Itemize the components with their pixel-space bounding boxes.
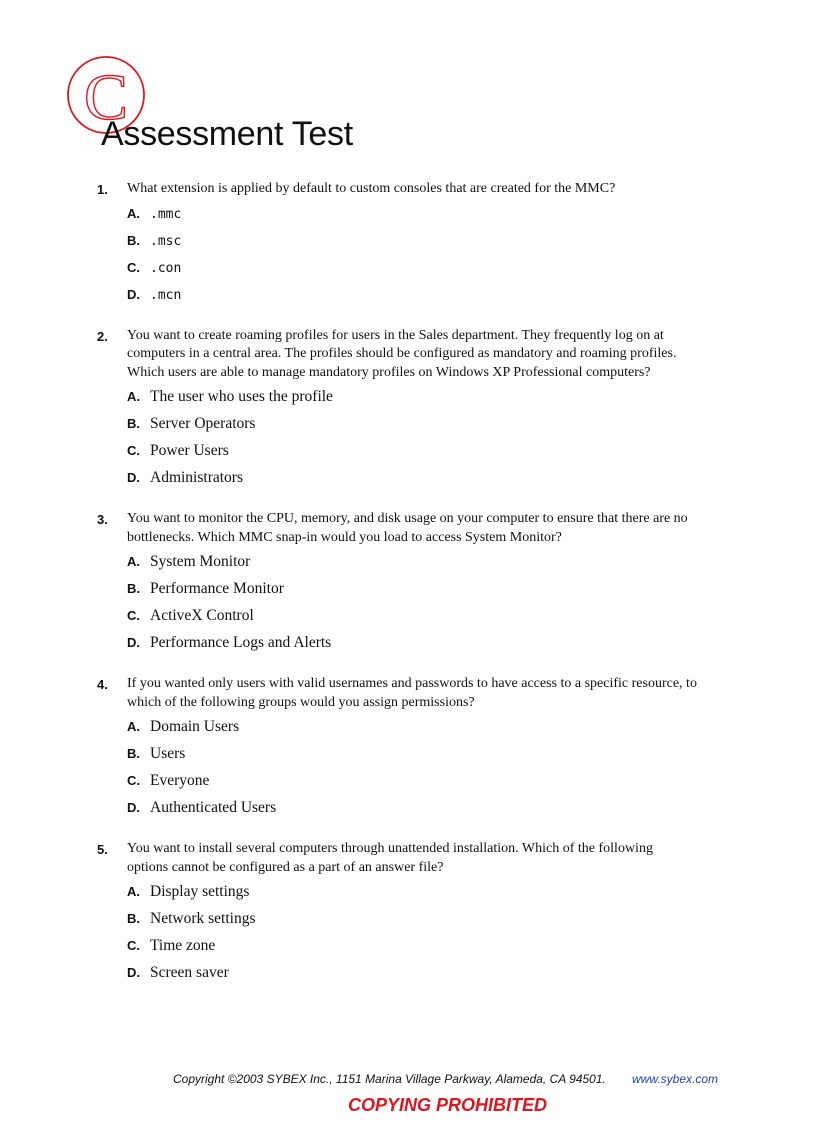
question-text: What extension is applied by default to custom consoles that are created for the MMC? [127,181,616,196]
answer-letter: C. [127,773,140,788]
answer-text: .mcn [150,287,182,303]
answer-option [127,937,697,964]
answer-letter: D. [127,470,140,485]
answer-text: Network settings [150,910,256,927]
answer-letter: D. [127,800,140,815]
question-number: 4. [97,677,108,692]
answer-list [127,553,697,661]
answer-text: Performance Monitor [150,580,284,597]
question-text: You want to create roaming profiles for users in the Sales department. They frequently log on at computers in a central area. The profiles should be configured as mandatory and roaming profiles. Which users are able to manage mandatory profiles on Windows XP Professional computers? [127,327,677,380]
answer-option [127,883,697,910]
answer-option [127,607,697,634]
answer-text: .con [150,260,182,276]
answer-text: Users [150,745,186,762]
answer-text: Screen saver [150,964,229,981]
question-1 [97,180,697,313]
question-5 [97,840,697,991]
answer-text: Everyone [150,772,210,789]
answer-option [127,772,697,799]
answer-letter: C. [127,259,140,275]
answer-option [127,232,697,259]
answer-letter: B. [127,911,140,926]
answer-list [127,718,697,826]
page-title: Assessment Test [101,115,353,153]
answer-option [127,388,697,415]
question-4 [97,675,697,826]
question-number: 3. [97,512,108,527]
answer-option [127,799,697,826]
answer-option [127,745,697,772]
question-number: 1. [97,182,108,197]
answer-text: .mmc [150,206,182,222]
answer-option [127,553,697,580]
answer-text: Server Operators [150,415,256,432]
answer-letter: B. [127,746,140,761]
question-text: You want to monitor the CPU, memory, and disk usage on your computer to ensure that there are no bottlenecks. Which MMC snap-in would you load to access System Monitor? [127,511,688,545]
answer-option [127,634,697,661]
answer-letter: A. [127,205,140,221]
answer-text: Administrators [150,469,243,486]
answer-text: The user who uses the profile [150,388,333,405]
answer-letter: D. [127,635,140,650]
answer-text: .msc [150,233,182,249]
answer-option [127,580,697,607]
answer-letter: C. [127,938,140,953]
answer-list [127,883,697,991]
answer-option [127,469,697,496]
question-text: You want to install several computers through unattended installation. Which of the following options cannot be configured as a part of an answer file? [127,841,653,875]
question-number: 2. [97,328,108,344]
copying-prohibited-notice: COPYING PROHIBITED [348,1095,548,1115]
answer-letter: A. [127,884,140,899]
answer-letter: A. [127,719,140,734]
answer-option [127,964,697,991]
question-3 [97,510,697,661]
answer-text: System Monitor [150,553,251,570]
answer-option [127,286,697,313]
answer-text: Time zone [150,937,216,954]
answer-option [127,910,697,937]
answer-letter: C. [127,608,140,623]
answer-letter: B. [127,232,140,248]
answer-letter: D. [127,965,140,980]
answer-list [127,205,697,313]
logo-letter: C [83,61,129,134]
answer-text: Performance Logs and Alerts [150,634,332,651]
answer-text: Authenticated Users [150,799,277,816]
answer-text: Power Users [150,442,229,459]
answer-text: ActiveX Control [150,607,254,624]
copyright-notice: Copyright ©2003 SYBEX Inc., 1151 Marina Village Parkway, Alameda, CA 94501. [173,1072,606,1086]
answer-option [127,442,697,469]
question-number: 5. [97,842,108,857]
question-2 [97,327,697,497]
answer-letter: A. [127,389,140,404]
answer-letter: A. [127,554,140,569]
question-list [97,180,697,1005]
answer-letter: B. [127,416,140,431]
answer-option [127,415,697,442]
question-text: If you wanted only users with valid usernames and passwords to have access to a specific resource, to which of the following groups would you assign permissions? [127,676,697,710]
answer-option [127,259,697,286]
answer-text: Domain Users [150,718,240,735]
answer-text: Display settings [150,883,250,900]
website-link[interactable]: www.sybex.com [632,1072,719,1086]
answer-list [127,388,697,496]
answer-letter: D. [127,286,140,302]
answer-option [127,205,697,232]
answer-letter: B. [127,581,140,596]
answer-letter: C. [127,443,140,458]
answer-option [127,718,697,745]
